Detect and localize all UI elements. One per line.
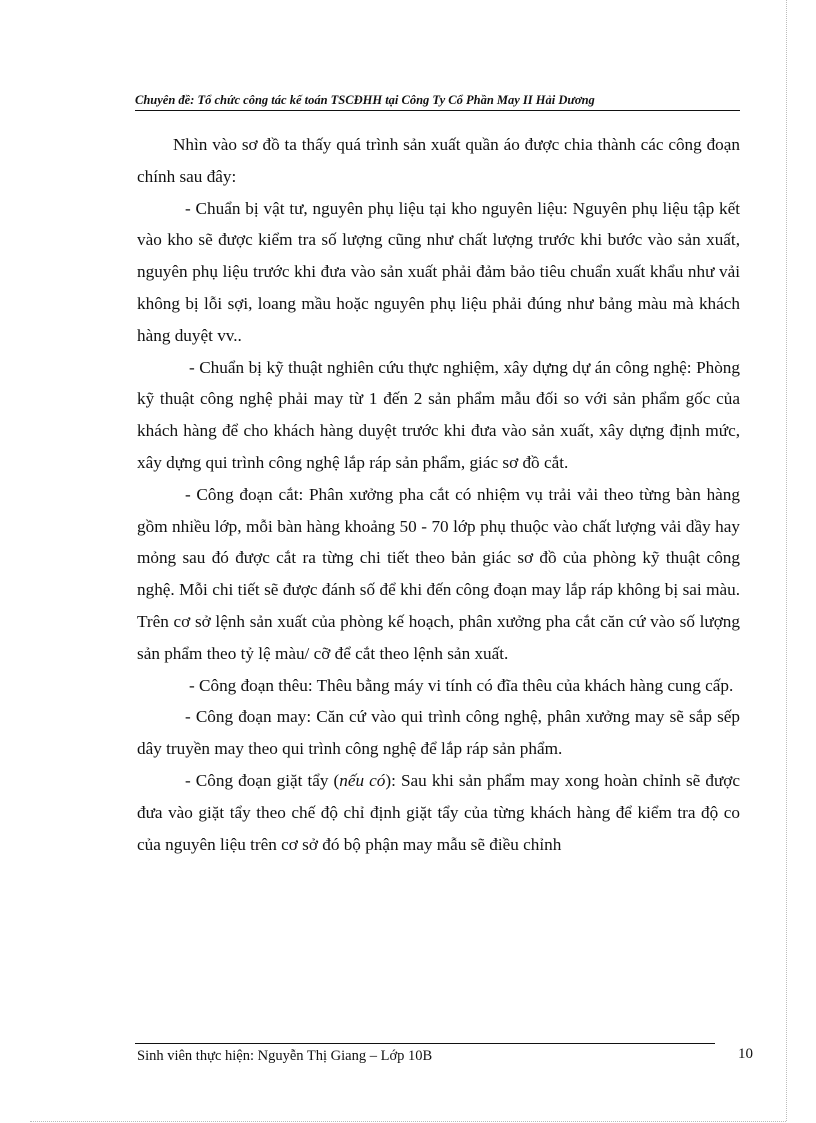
paragraph-washing-start: - Công đoạn giặt tẩy ( — [185, 770, 340, 790]
paragraph-intro: Nhìn vào sơ đồ ta thấy quá trình sản xuất quần áo được chia thành các công đoạn chính sau đây: — [137, 135, 740, 186]
page-header: Chuyên đề: Tổ chức công tác kế toán TSCĐHH tại Công Ty Cổ Phần May II Hải Dương — [135, 92, 740, 111]
page-border-bottom — [30, 1121, 786, 1122]
document-body — [137, 129, 740, 860]
paragraph-washing-rest: ): Sau khi sản phẩm may xong hoàn chỉnh sẽ được đưa vào giặt tẩy theo chế độ chỉ định giặt tẩy của từng khách hàng để kiểm tra độ co của nguyên liệu trên cơ sở đó bộ phận may mẫu sẽ điều chỉnh — [137, 770, 740, 854]
paragraph-technical-prep: - Chuẩn bị kỹ thuật nghiên cứu thực nghiệm, xây dựng dự án công nghệ: Phòng kỹ thuật công nghệ phải may từ 1 đến 2 sản phẩm mẫu đối so với sản phẩm gốc của khách hàng để cho khách hàng duyệt trước khi đưa vào sản xuất, xây dựng định mức, xây dựng qui trình công nghệ lắp ráp sản phẩm, giác sơ đồ cắt. — [137, 357, 740, 472]
page-border-right — [786, 0, 787, 1121]
paragraph-cutting: - Công đoạn cắt: Phân xưởng pha cắt có nhiệm vụ trải vải theo từng bàn hàng gồm nhiều lớp, mỗi bàn hàng khoảng 50 - 70 lớp phụ thuộc vào chất lượng vải dầy hay mỏng sau đó được cắt ra từng chi tiết theo bản giác sơ đồ của phòng kỹ thuật công nghệ. Mỗi chi tiết sẽ được đánh số để khi đến công đoạn may lắp ráp không bị sai màu. Trên cơ sở lệnh sản xuất của phòng kế hoạch, phân xưởng pha cắt căn cứ vào số lượng sản phẩm theo tỷ lệ màu/ cỡ để cắt theo lệnh sản xuất. — [137, 484, 740, 663]
paragraph-materials: - Chuẩn bị vật tư, nguyên phụ liệu tại kho nguyên liệu: Nguyên phụ liệu tập kết vào kho sẽ được kiểm tra số lượng cũng như chất lượng trước khi bước vào sản xuất, nguyên phụ liệu trước khi đưa vào sản xuất phải đảm bảo tiêu chuẩn xuất khẩu như vải không bị lỗi sợi, loang mầu hoặc nguyên phụ liệu phải đúng như bảng màu mà khách hàng duyệt vv.. — [137, 198, 740, 345]
paragraph-embroidery: - Công đoạn thêu: Thêu bằng máy vi tính có đĩa thêu của khách hàng cung cấp. — [189, 675, 734, 695]
page-number: 10 — [738, 1046, 753, 1062]
paragraph-washing — [137, 765, 740, 860]
footer-author: Sinh viên thực hiện: Nguyễn Thị Giang – Lớp 10B — [137, 1048, 433, 1064]
paragraph-washing-italic: nếu có — [339, 770, 386, 790]
paragraph-sewing: - Công đoạn may: Căn cứ vào qui trình công nghệ, phân xưởng may sẽ sắp sếp dây truyền may theo qui trình công nghệ để lắp ráp sản phẩm. — [137, 707, 740, 759]
footer-divider — [135, 1043, 715, 1044]
